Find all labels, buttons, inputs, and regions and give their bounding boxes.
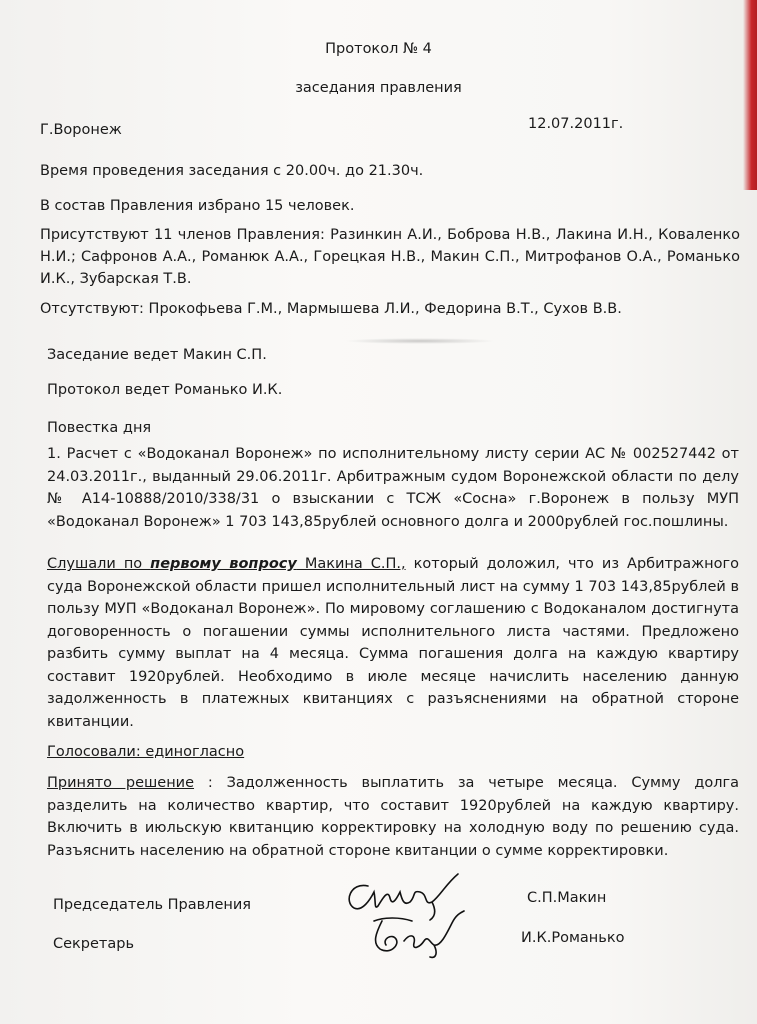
document-title: Протокол № 4 — [325, 41, 432, 57]
secretary-line: Протокол ведет Романько И.К. — [47, 382, 283, 398]
secretary-signature-name: И.К.Романько — [521, 930, 625, 946]
chair-line: Заседание ведет Макин С.П. — [47, 347, 267, 363]
secretary-signature — [360, 905, 480, 963]
heard-text: который доложил, что из Арбитражного суда Воронежской области пришел исполнительный лист на сумму 1 703 143,85рублей в пользу МУП «Водоканал Воронеж». По мировому соглашению с Водоканалом достигнута договоренность о погашении суммы исполнительного листа частями. Предложено разбить сумму выплат на 4 месяца. Сумма погашения долга на каждую квартиру составит 1920рублей. Необходимо в июле месяце начислить населению данную задолженность в платежных квитанциях с разъяснениями на обратной стороне квитанции. — [47, 556, 739, 730]
secretary-signature-label: Секретарь — [53, 936, 135, 952]
board-size: В состав Правления избрано 15 человек. — [40, 198, 355, 214]
date-label: 12.07.2011г. — [528, 116, 624, 132]
chair-signature-name: С.П.Макин — [527, 890, 607, 906]
heard-question-emph: первому вопросу — [150, 556, 297, 572]
vote-result: Голосовали: единогласно — [47, 744, 245, 760]
document-subtitle: заседания правления — [295, 80, 462, 96]
chair-signature-label: Председатель Правления — [53, 897, 252, 913]
ink-smudge — [345, 338, 495, 344]
agenda-item-1: 1. Расчет с «Водоканал Воронеж» по исполнительному листу серии АС № 002527442 от 24.03.2011г., выданный 29.06.2011г. Арбитражным судом Воронежской области по делу № А14-10888/2010/338/31 о взыскании с ТСЖ «Сосна» г.Воронеж в пользу МУП «Водоканал Воронеж» 1 703 143,85рублей основного долга и 2000рублей гос.пошлины. — [47, 446, 739, 530]
present-members: Присутствуют 11 членов Правления: Разинкин А.И., Боброва Н.В., Лакина И.Н., Коваленко Н.И.; Сафронов А.А., Романюк А.А., Горецкая Н.В., Макин С.П., Митрофанов О.А., Романько И.К., Зубарская Т.В. — [40, 227, 740, 287]
heard-lead: Слушали по — [47, 556, 151, 572]
meeting-time: Время проведения заседания с 20.00ч. до 21.30ч. — [40, 163, 424, 179]
city-label: Г.Воронеж — [40, 122, 122, 138]
decision-paragraph — [47, 772, 739, 862]
absent-members: Отсутствуют: Прокофьева Г.М., Мармышева Л.И., Федорина В.Т., Сухов В.В. — [40, 301, 622, 317]
decision-label: Принято решение — [47, 775, 195, 791]
decision-text: : Задолженность выплатить за четыре месяца. Сумму долга разделить на количество квартир, что составит 1920рублей на каждую квартиру. Включить в июльскую квитанцию корректировку на холодную воду по решению суда. Разъяснить населению на обратной стороне квитанции о сумме корректировки. — [47, 775, 739, 859]
agenda-heading: Повестка дня — [47, 420, 152, 436]
heard-paragraph — [47, 553, 739, 733]
heard-speaker: Макина С.П., — [296, 556, 406, 572]
